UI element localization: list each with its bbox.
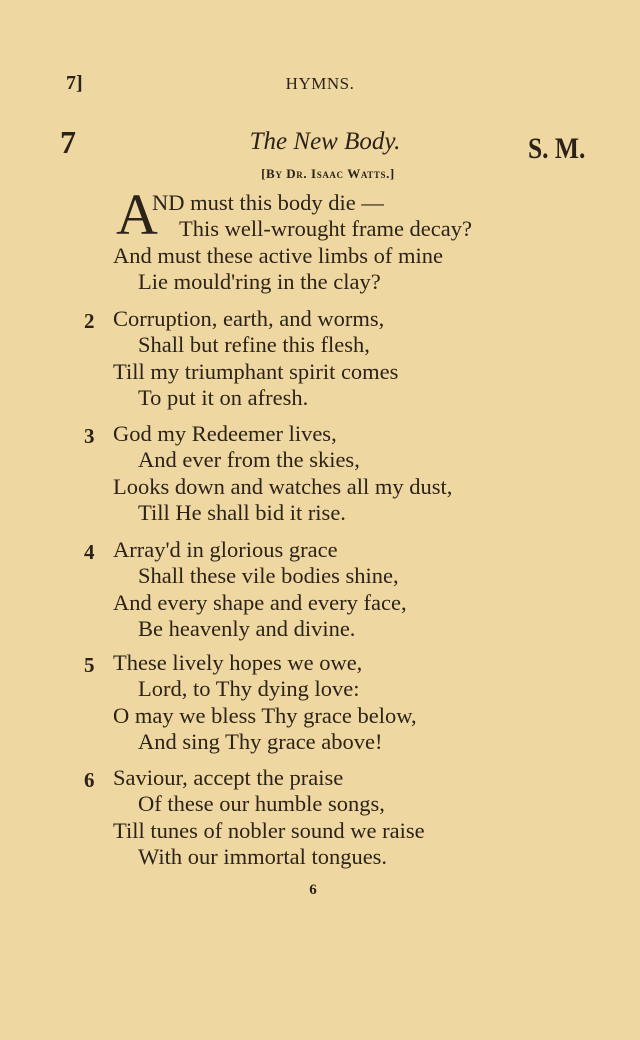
hymn-meter: S. M.	[528, 132, 586, 165]
verse-line: Of these our humble songs,	[138, 791, 385, 817]
verse-line: And must these active limbs of mine	[113, 242, 443, 268]
stanza-number: 3	[84, 424, 95, 448]
verse-line: Looks down and watches all my dust,	[113, 473, 453, 499]
stanza-number: 4	[84, 540, 95, 564]
running-hymn-number: 7]	[66, 72, 83, 94]
hymn-title: The New Body.	[249, 128, 401, 155]
page-number: 6	[309, 882, 317, 898]
verse-line: Array'd in glorious grace	[113, 537, 338, 562]
verse-line: Be heavenly and divine.	[138, 615, 356, 641]
hymn-author: [By Dr. Isaac Watts.]	[261, 166, 395, 181]
drop-cap: A	[116, 182, 158, 247]
verse-line: O may we bless Thy grace below,	[113, 702, 417, 728]
verse-line: This well-wrought frame decay?	[179, 216, 473, 242]
verse-line: Till tunes of nobler sound we raise	[113, 817, 425, 843]
verse-line: And ever from the skies,	[138, 447, 360, 473]
stanza-number: 6	[84, 768, 95, 792]
verse-line: To put it on afresh.	[138, 384, 309, 410]
hymn-number: 7	[60, 124, 76, 160]
running-header: HYMNS.	[285, 74, 355, 93]
verse-line: God my Redeemer lives,	[113, 421, 337, 446]
verse-line: Lie mould'ring in the clay?	[138, 268, 381, 294]
verse-line: Till He shall bid it rise.	[138, 499, 346, 525]
verse-line: Shall but refine this flesh,	[138, 332, 370, 358]
verse-line: Till my triumphant spirit comes	[113, 358, 399, 384]
verse-line: These lively hopes we owe,	[113, 650, 363, 675]
verse-line: And sing Thy grace above!	[138, 728, 383, 754]
verse-line: And every shape and every face,	[113, 589, 407, 615]
verse-line: Corruption, earth, and worms,	[113, 306, 385, 331]
stanza-number: 2	[84, 309, 95, 333]
verse-line: ND must this body die —	[152, 190, 384, 215]
verse-line: Shall these vile bodies shine,	[138, 563, 399, 589]
verse-line: With our immortal tongues.	[138, 843, 388, 869]
verse-line: Lord, to Thy dying love:	[138, 676, 360, 702]
stanza-number: 5	[84, 653, 95, 677]
verse-line: Saviour, accept the praise	[113, 765, 344, 790]
